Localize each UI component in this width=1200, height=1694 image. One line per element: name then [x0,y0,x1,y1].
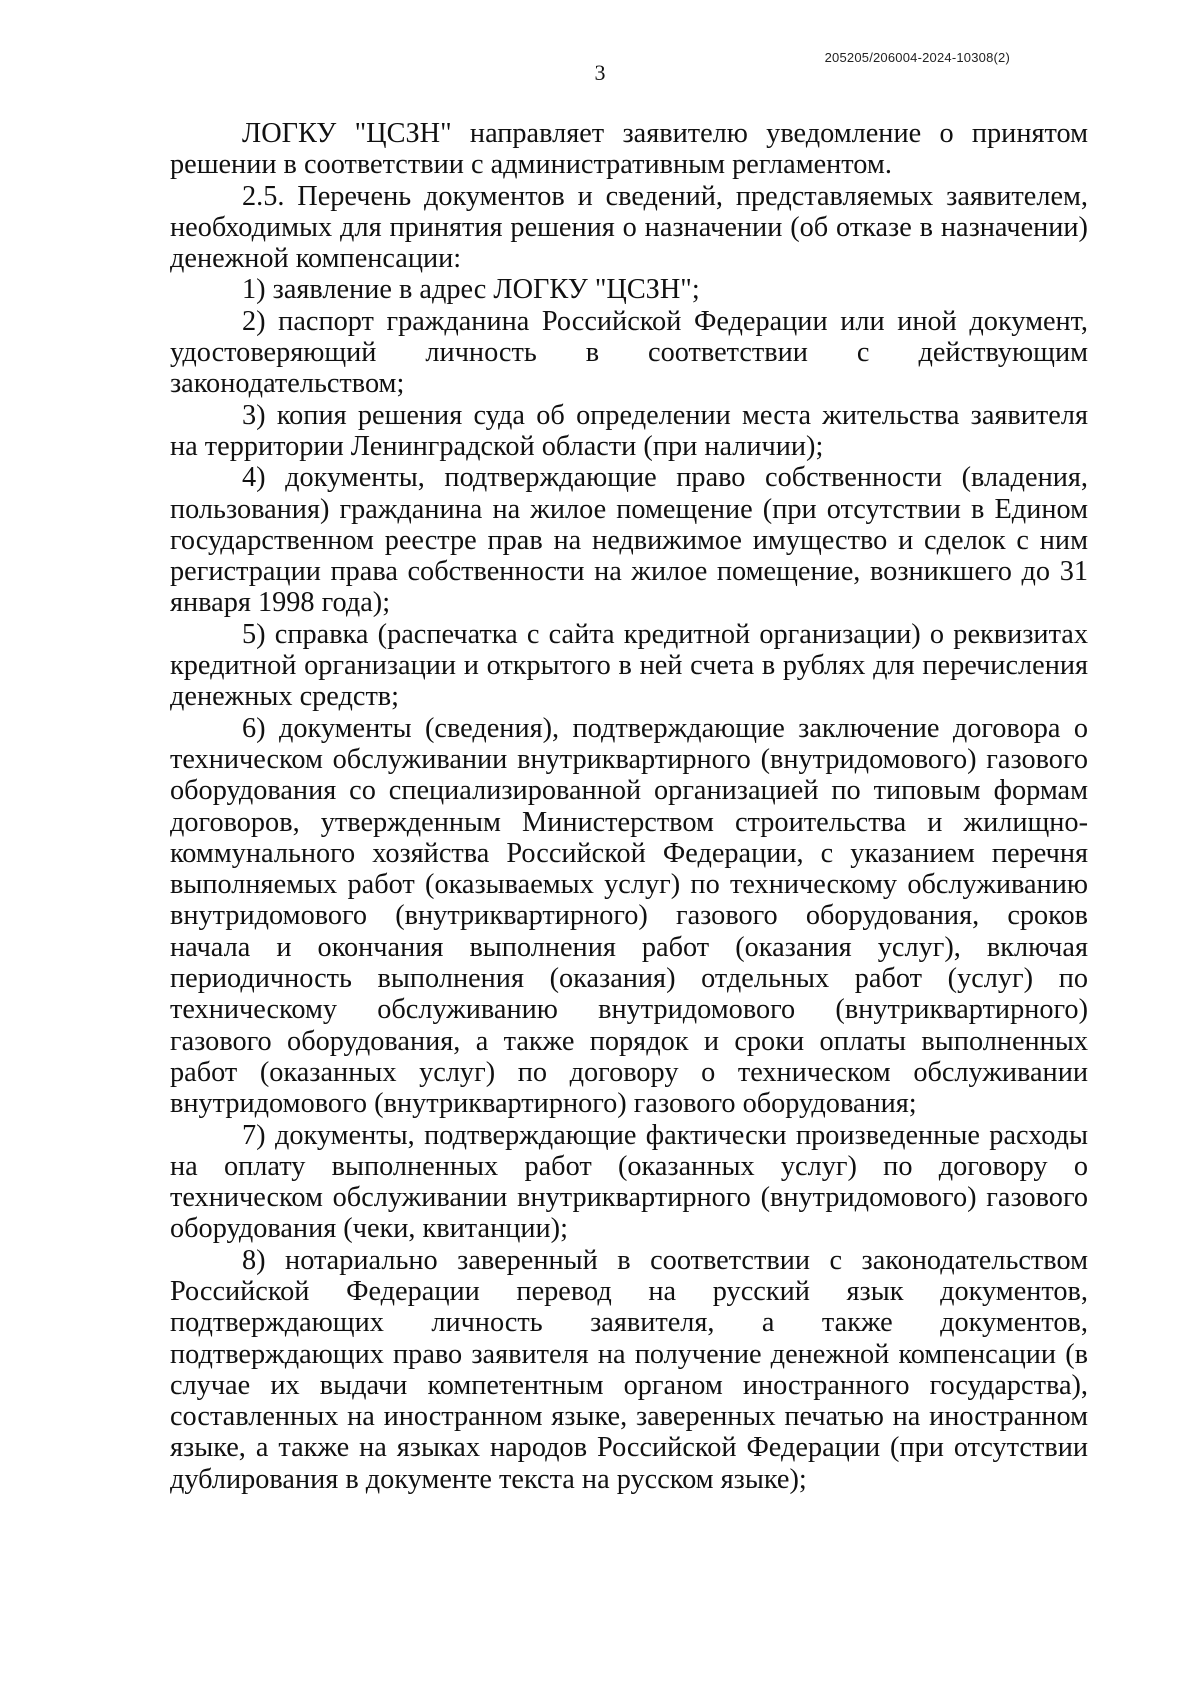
paragraph-section-2-5: 2.5. Перечень документов и сведений, представляемых заявителем, необходимых для принятия решения о назначении (об отказе в назначении) денежной компенсации: [170,180,1088,275]
document-registration-number: 205205/206004-2024-10308(2) [824,50,1010,65]
list-item-6: 6) документы (сведения), подтверждающие заключение договора о техническом обслуживании внутриквартирного (внутридомового) газового оборудования со специализированной организацией по типовым формам договоров, утвержденным Министерством строительства и жилищно-коммунального хозяйства Российской Федерации, с указанием перечня выполняемых работ (оказываемых услуг) по техническому обслуживанию внутридомового (внутриквартирного) газового оборудования, сроков начала и окончания выполнения работ (оказания услуг), включая периодичность выполнения (оказания) отдельных работ (услуг) по техническому обслуживанию внутридомового (внутриквартирного) газового оборудования, а также порядок и сроки оплаты выполненных работ (оказанных услуг) по договору о техническом обслуживании внутридомового (внутриквартирного) газового оборудования; [170,712,1088,1120]
page-number: 3 [594,60,606,85]
list-item-8: 8) нотариально заверенный в соответствии с законодательством Российской Федерации перевод на русский язык документов, подтверждающих личность заявителя, а также документов, подтверждающих право заявителя на получение денежной компенсации (в случае их выдачи компетентным органом иностранного государства), составленных на иностранном языке, заверенных печатью на иностранном языке, а также на языках народов Российской Федерации (при отсутствии дублирования в документе текста на русском языке); [170,1244,1088,1495]
list-item-1: 1) заявление в адрес ЛОГКУ "ЦСЗН"; [242,274,700,306]
list-item-3: 3) копия решения суда об определении места жительства заявителя на территории Ленинградской области (при наличии); [170,399,1088,462]
list-item-5: 5) справка (распечатка с сайта кредитной организации) о реквизитах кредитной организации и открытого в ней счета в рублях для перечисления денежных средств; [170,618,1088,713]
list-item-7: 7) документы, подтверждающие фактически произведенные расходы на оплату выполненных работ (оказанных услуг) по договору о техническом обслуживании внутриквартирного (внутридомового) газового оборудования (чеки, квитанции); [170,1119,1088,1245]
paragraph-notification: ЛОГКУ "ЦСЗН" направляет заявителю уведомление о принятом решении в соответствии с административным регламентом. [170,118,1088,181]
document-body [170,118,1088,1495]
list-item-2: 2) паспорт гражданина Российской Федерации или иной документ, удостоверяющий личность в соответствии с действующим законодательством; [170,305,1088,400]
list-item-4: 4) документы, подтверждающие право собственности (владения, пользования) гражданина на жилое помещение (при отсутствии в Едином государственном реестре прав на недвижимое имущество и сделок с ним регистрации права собственности на жилое помещение, возникшего до 31 января 1998 года); [170,462,1088,619]
